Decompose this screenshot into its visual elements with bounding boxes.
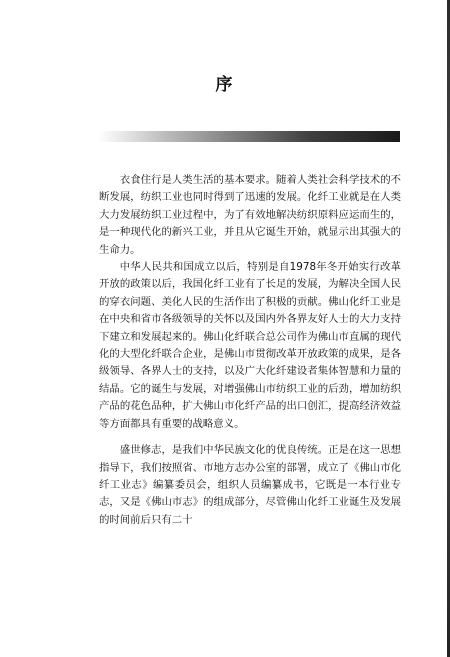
page-title: 序: [215, 75, 235, 95]
paragraph-3: 盛世修志，是我们中华民族文化的优良传统。正是在这一思想指导下，我们按照省、市地方志办公室的部署，成立了《佛山市化纤工业志》编纂委员会，组织人员编纂成书，它既是一本行业专志，又是《佛山市志》的组成部分，尽管佛山化纤工业诞生及发展的时间前后只有二十: [99, 444, 401, 526]
body-text: [99, 172, 401, 529]
paragraph-1: 衣食住行是人类生活的基本要求。随着人类社会科学技术的不断发展，纺织工业也同时得到了迅速的发展。化纤工业就是在人类大力发展纺织工业过程中，为了有效地解决纺织原料应运而生的，是一种现代化的新兴工业，并且从它诞生开始，就显示出其强大的生命力。: [99, 174, 401, 256]
paragraph-2: 中华人民共和国成立以后，特别是自1978年冬开始实行改革开放的政策以后，我国化纤工业有了长足的发展，为解决全国人民的穿衣问题、美化人民的生活作出了积极的贡献。佛山化纤工业是在中央和省市各级领导的关怀以及国内外各界友好人士的大力支持下建立和发展起来的。佛山化纤联合总公司作为佛山市直属的现代化的大型化纤联合企业，是佛山市贯彻改革开放政策的成果，是各级领导、各界人士的支持，以及广大化纤建设者集体智慧和力量的结晶。它的诞生与发展，对增强佛山市纺织工业的后劲，增加纺织产品的花色品种，扩大佛山市化纤产品的出口创汇，提高经济效益等方面都具有重要的战略意义。: [99, 261, 401, 430]
gradient-rule: [98, 131, 400, 142]
